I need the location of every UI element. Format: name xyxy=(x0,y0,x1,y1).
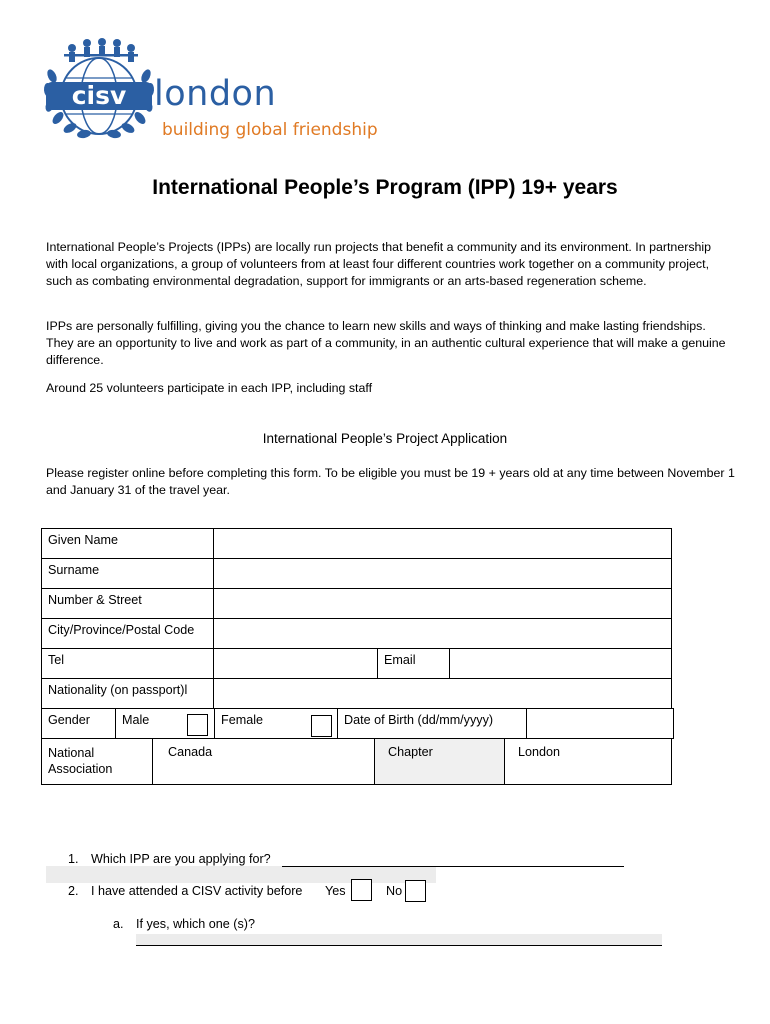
city-label: City/Province/Postal Code xyxy=(48,623,195,637)
chapter-label-cell xyxy=(374,738,505,785)
intro-paragraph-3: Around 25 volunteers participate in each IPP, including staff xyxy=(46,381,373,395)
national-association-value: Canada xyxy=(168,745,213,759)
national-association-field[interactable] xyxy=(152,738,375,785)
male-option-cell xyxy=(115,708,215,739)
highlight-band xyxy=(46,866,436,883)
female-option-cell xyxy=(214,708,338,739)
q2-text: I have attended a CISV activity before xyxy=(91,884,303,898)
logo-city-text: london xyxy=(154,74,277,114)
given-name-label: Given Name xyxy=(48,533,118,547)
eligibility-note: Please register online before completing this form. To be eligible you must be 19 + years old at any time between November 1 and January 31 of the travel year. xyxy=(46,466,735,497)
chapter-label: Chapter xyxy=(388,745,433,759)
q2-number: 2. xyxy=(68,884,79,898)
email-field[interactable] xyxy=(449,648,672,679)
male-label: Male xyxy=(122,713,150,727)
page-title: International People’s Program (IPP) 19+ years xyxy=(152,176,618,199)
qa-text: If yes, which one (s)? xyxy=(136,917,255,931)
chapter-field[interactable] xyxy=(504,738,672,785)
national-association-label-cell xyxy=(41,738,153,785)
tel-label: Tel xyxy=(48,653,65,667)
street-label-cell xyxy=(41,588,214,619)
dob-label: Date of Birth (dd/mm/yyyy) xyxy=(344,713,494,727)
tel-label-cell xyxy=(41,648,214,679)
cisv-globe-logo-icon xyxy=(40,38,158,146)
q1-number: 1. xyxy=(68,852,79,866)
email-label-cell xyxy=(377,648,450,679)
tel-field[interactable] xyxy=(213,648,378,679)
gender-label: Gender xyxy=(48,713,91,727)
given-name-field[interactable] xyxy=(213,528,672,559)
nationality-label-cell xyxy=(41,678,214,709)
surname-label: Surname xyxy=(48,563,100,577)
male-checkbox[interactable] xyxy=(187,714,208,736)
nationality-label: Nationality (on passport)l xyxy=(48,683,188,697)
qa-letter: a. xyxy=(113,917,124,931)
dob-field[interactable] xyxy=(526,708,674,739)
yes-checkbox[interactable] xyxy=(351,879,372,901)
application-heading: International People’s Project Application xyxy=(262,431,508,446)
cisv-london-logo xyxy=(40,38,390,148)
street-field[interactable] xyxy=(213,588,672,619)
dob-label-cell xyxy=(337,708,527,739)
street-label: Number & Street xyxy=(48,593,142,607)
city-label-cell xyxy=(41,618,214,649)
chapter-value: London xyxy=(518,745,561,759)
female-checkbox[interactable] xyxy=(311,715,332,737)
intro-paragraph-2: IPPs are personally fulfilling, giving you the chance to learn new skills and ways of thinking and make lasting friendships. They are an opportunity to live and work as part of a community, in an authentic cultural experience that will make a genuine difference. xyxy=(46,319,726,367)
q1-answer-line[interactable] xyxy=(282,852,624,867)
national-association-label: National Association xyxy=(48,746,113,776)
nationality-field[interactable] xyxy=(213,678,672,709)
surname-field[interactable] xyxy=(213,558,672,589)
female-label: Female xyxy=(221,713,263,727)
logo-tagline: building global friendship xyxy=(162,120,378,140)
no-checkbox[interactable] xyxy=(405,880,426,902)
yes-label: Yes xyxy=(325,884,346,898)
qa-answer-line[interactable] xyxy=(136,932,662,946)
city-field[interactable] xyxy=(213,618,672,649)
intro-paragraph-1: International People’s Projects (IPPs) are locally run projects that benefit a community and its environment. In partnership with local organizations, a group of volunteers from at least four different countries work together on a community project, such as combating environmental degradation, support for immigrants or an arts-based regeneration scheme. xyxy=(46,240,712,288)
given-name-label-cell xyxy=(41,528,214,559)
gender-label-cell xyxy=(41,708,116,739)
surname-label-cell xyxy=(41,558,214,589)
logo-brand-text: cisv xyxy=(71,81,127,110)
q1-text: Which IPP are you applying for? xyxy=(91,852,271,866)
email-label: Email xyxy=(384,653,416,667)
no-label: No xyxy=(386,884,403,898)
